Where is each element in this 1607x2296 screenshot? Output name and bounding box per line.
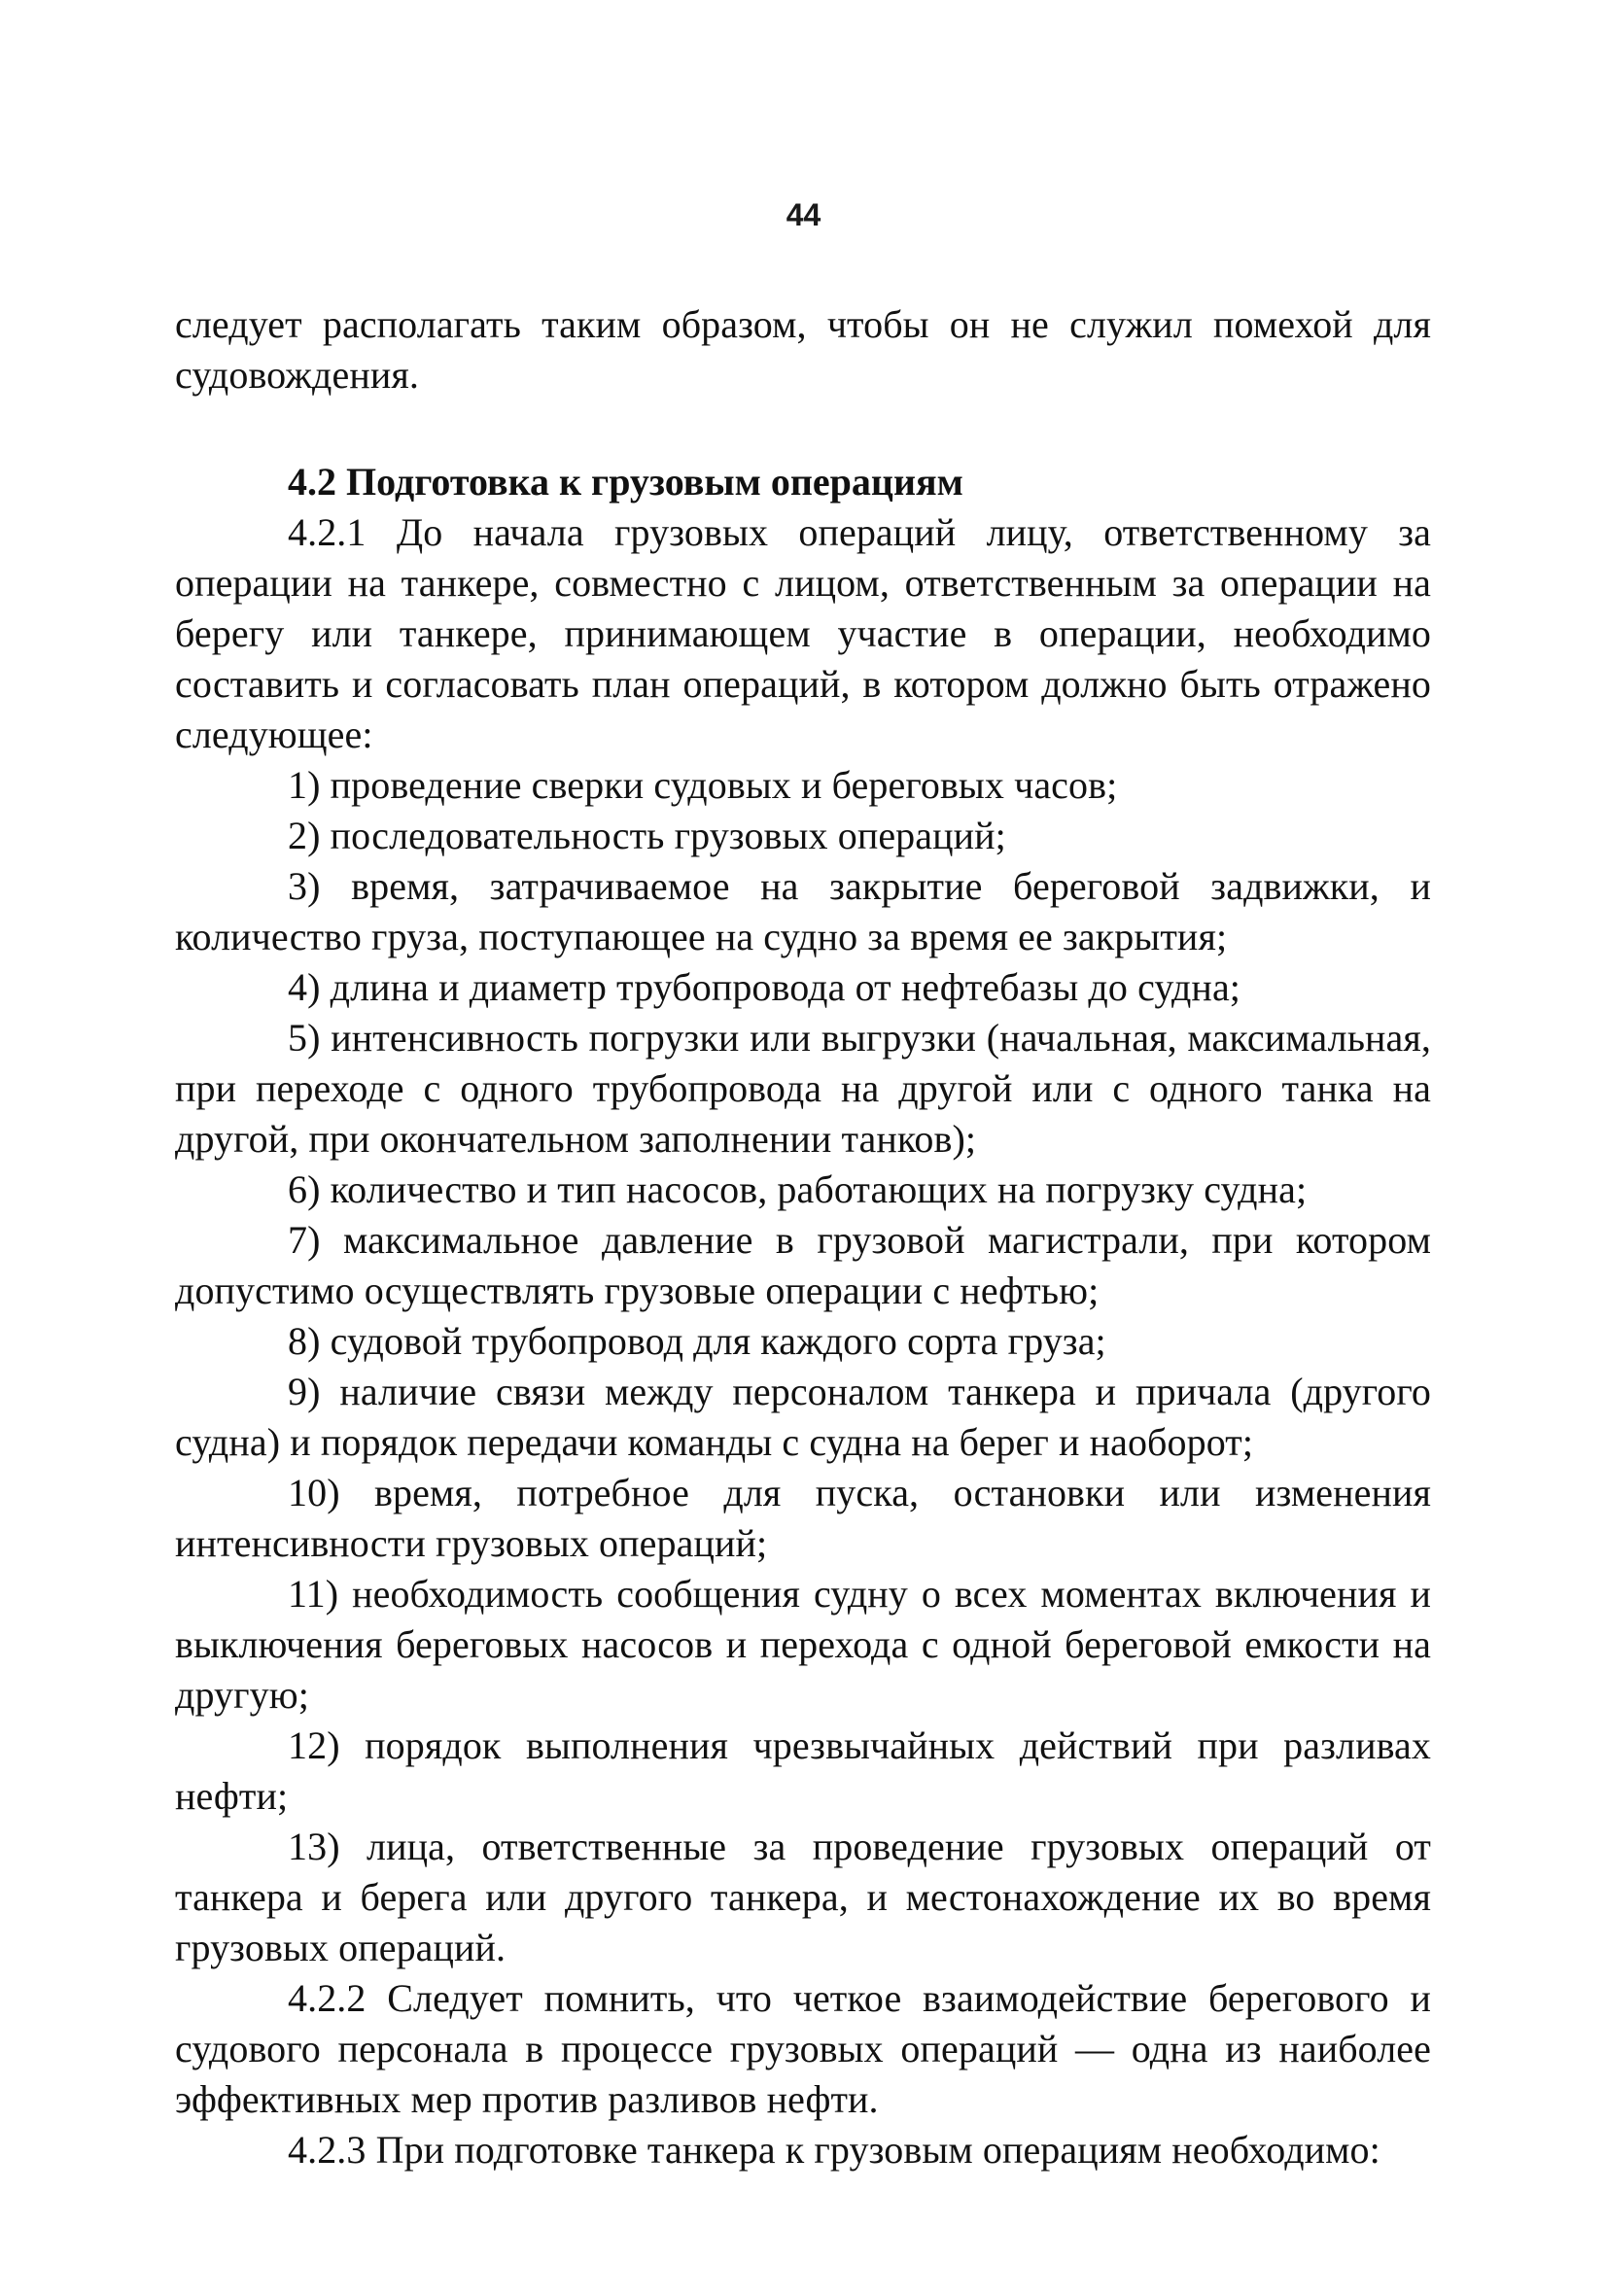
list-item-1: 1) проведение сверки судовых и береговых часов; (288, 763, 1118, 807)
list-item-5: 5) интенсивность погрузки или выгрузки (начальная, максимальная, при переходе с одного трубопровода на другой или с одного танка на другой, при окончательном заполнении танков); (175, 1016, 1431, 1161)
list-item-7: 7) максимальное давление в грузовой магистрали, при котором допустимо осуществлять грузовые операции с нефтью; (175, 1218, 1431, 1312)
clause-4-2-1: 4.2.1 До начала грузовых операций лицу, ответственному за операции на танкере, совместно с лицом, ответственным за операции на берегу или танкере, принимающем участие в операции, необходимо составить и согласовать план операций, в котором должно быть отражено следующее: (175, 510, 1431, 756)
intro-paragraph: следует располагать таким образом, чтобы он не служил помехой для судовождения. (175, 302, 1431, 397)
list-item-12: 12) порядок выполнения чрезвычайных действий при разливах нефти; (175, 1723, 1431, 1818)
list-item-4: 4) длина и диаметр трубопровода от нефтебазы до судна; (288, 965, 1241, 1009)
list-item-9: 9) наличие связи между персоналом танкера и причала (другого судна) и порядок передачи команды с судна на берег и наоборот; (175, 1370, 1431, 1464)
list-item-11: 11) необходимость сообщения судну о всех моментах включения и выключения береговых насосов и перехода с одной береговой емкости на другую; (175, 1572, 1431, 1717)
page-number: 44 (786, 197, 821, 232)
list-item-8: 8) судовой трубопровод для каждого сорта груза; (288, 1319, 1106, 1363)
section-heading: 4.2 Подготовка к грузовым операциям (288, 460, 963, 504)
clause-4-2-2: 4.2.2 Следует помнить, что четкое взаимодействие берегового и судового персонала в процессе грузовых операций — одна из наиболее эффективных мер против разливов нефти. (175, 1976, 1431, 2121)
list-item-2: 2) последовательность грузовых операций; (288, 814, 1006, 857)
list-item-6: 6) количество и тип насосов, работающих на погрузку судна; (288, 1167, 1308, 1211)
list-item-13: 13) лица, ответственные за проведение грузовых операций от танкера и берега или другого танкера, и местонахождение их во время грузовых операций. (175, 1825, 1431, 1969)
clause-4-2-3: 4.2.3 При подготовке танкера к грузовым операциям необходимо: (288, 2128, 1380, 2172)
text-column (175, 299, 1431, 2175)
list-item-10: 10) время, потребное для пуска, остановки или изменения интенсивности грузовых операций; (175, 1471, 1431, 1565)
list-item-3: 3) время, затрачиваемое на закрытие береговой задвижки, и количество груза, поступающее на судно за время ее закрытия; (175, 864, 1431, 958)
